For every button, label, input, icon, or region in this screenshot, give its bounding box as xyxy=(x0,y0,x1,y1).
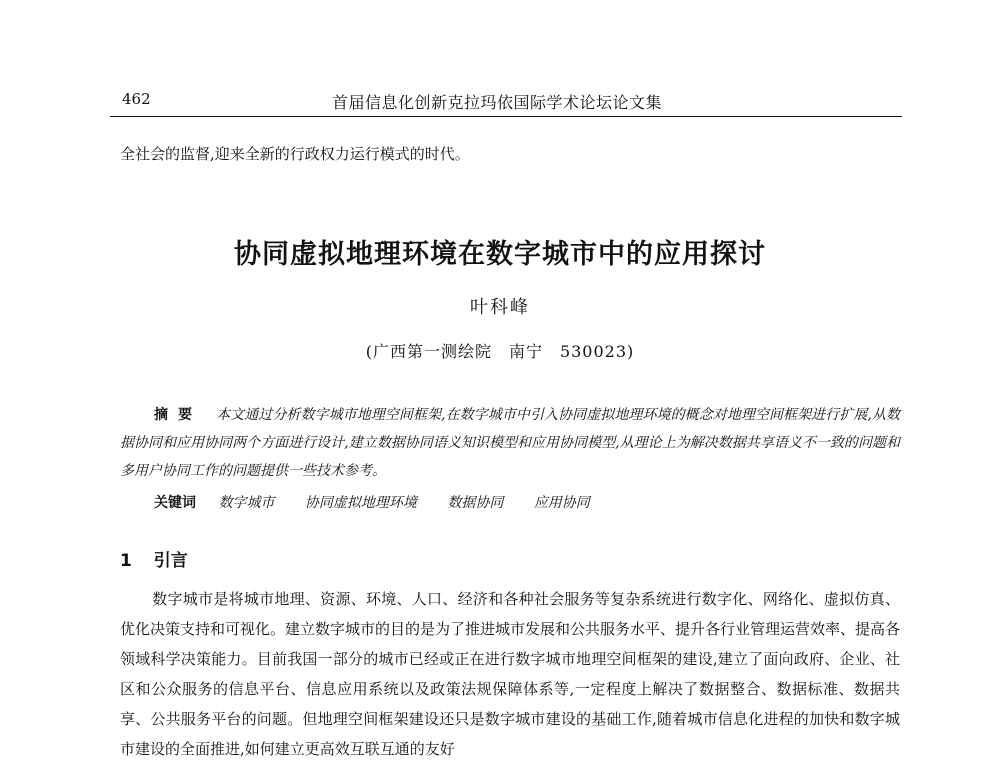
author-name: 叶科峰 xyxy=(470,297,530,318)
carryover-text: 全社会的监督,迎来全新的行政权力运行模式的时代。 xyxy=(120,145,470,163)
abstract xyxy=(120,401,900,485)
affiliation: (广西第一测绘院 南宁 530023) xyxy=(365,342,635,361)
keywords xyxy=(154,492,616,512)
body-paragraph xyxy=(120,584,900,764)
section-title: 引言 xyxy=(153,551,188,571)
running-title: 首届信息化创新克拉玛依国际学术论坛论文集 xyxy=(332,93,663,112)
page-number: 462 xyxy=(122,90,151,108)
page-header xyxy=(110,88,902,122)
keyword: 数字城市 xyxy=(218,495,275,511)
section-number: 1 xyxy=(120,551,132,571)
abstract-label: 摘要 xyxy=(154,407,203,423)
section-heading xyxy=(120,546,188,571)
paper-title: 协同虚拟地理环境在数字城市中的应用探讨 xyxy=(234,239,766,270)
paragraph-text: 数字城市是将城市地理、资源、环境、人口、经济和各种社会服务等复杂系统进行数字化、网络化、虚拟仿真、优化决策支持和可视化。建立数字城市的目的是为了推进城市发展和公共服务水平、提升各行业管理运营效率、提高各领域科学决策能力。目前我国一部分的城市已经或正在进行数字城市地理空间框架的建设,建立了面向政府、企业、社区和公众服务的信息平台、信息应用系统以及政策法规保障体系等,一定程度上解决了数据整合、数据标准、数据共享、公共服务平台的问题。但地理空间框架建设还只是数字城市建设的基础工作,随着城市信息化进程的加快和数字城市建设的全面推进,如何建立更高效互联互通的友好 xyxy=(120,590,901,758)
keyword: 应用协同 xyxy=(533,495,590,511)
header-rule xyxy=(110,116,902,117)
abstract-text: 本文通过分析数字城市地理空间框架,在数字城市中引入协同虚拟地理环境的概念对地理空间框架进行扩展,从数据协同和应用协同两个方面进行设计,建立数据协同语义知识模型和应用协同模型,从理论上为解决数据共享语义不一致的问题和多用户协同工作的问题提供一些技术参考。 xyxy=(120,407,900,479)
keywords-label: 关键词 xyxy=(154,495,196,511)
keyword: 协同虚拟地理环境 xyxy=(304,495,417,511)
keyword: 数据协同 xyxy=(447,495,504,511)
